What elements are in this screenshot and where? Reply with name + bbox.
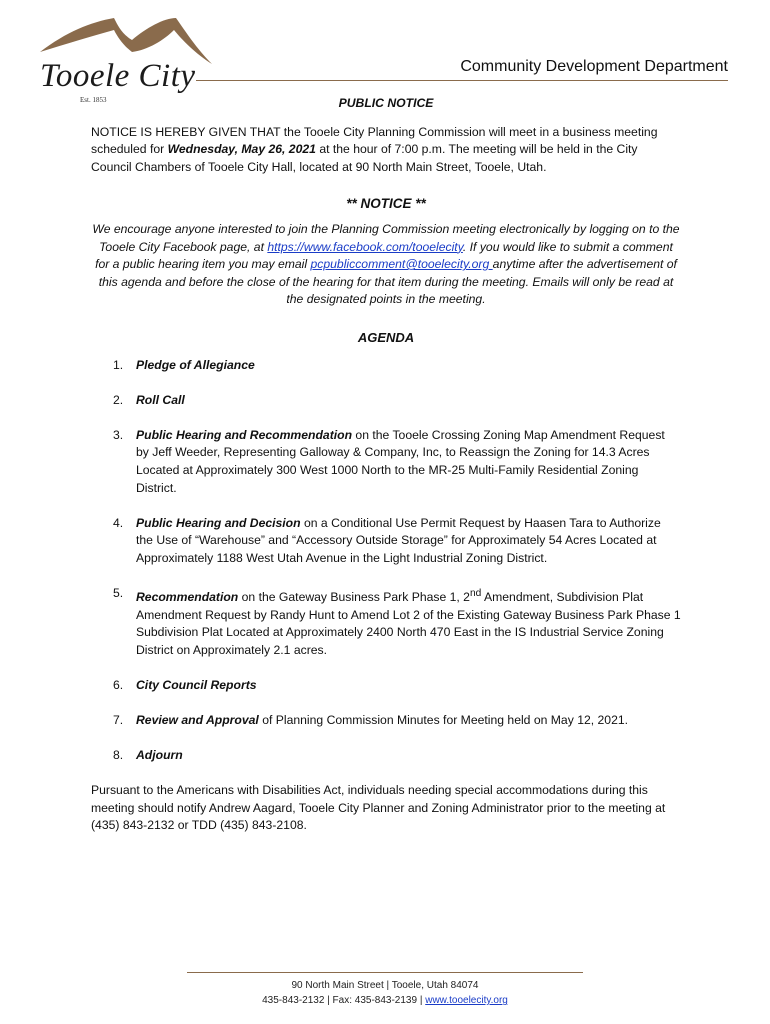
agenda-item-heading: Review and Approval bbox=[136, 712, 259, 727]
footer-address: 90 North Main Street | Tooele, Utah 84074 bbox=[291, 980, 479, 991]
header-divider bbox=[196, 80, 728, 81]
agenda-item-heading: Recommendation bbox=[136, 589, 239, 604]
agenda-list bbox=[91, 357, 681, 765]
ordinal-suffix: nd bbox=[469, 587, 482, 599]
agenda-item-number: 1. bbox=[113, 357, 124, 372]
agenda-item-number: 5. bbox=[113, 585, 124, 600]
intro-text-2: at the hour of 7:00 p.m. The meeting will be held in the City Council Chambers of Tooele City Hall, located at 90 North Main Street, Tooele, Utah. bbox=[91, 142, 638, 174]
agenda-item-number: 3. bbox=[113, 427, 124, 442]
agenda-item bbox=[91, 427, 681, 497]
notice-body bbox=[91, 95, 681, 835]
special-notice-text-2: . If you would like to submit a comment for a public hearing item you may email bbox=[95, 239, 673, 272]
agenda-title: AGENDA bbox=[357, 329, 415, 345]
special-notice-paragraph bbox=[91, 221, 681, 309]
public-notice-title: PUBLIC NOTICE bbox=[338, 96, 434, 110]
agenda-item-number: 2. bbox=[113, 392, 124, 407]
agenda-item-heading: Public Hearing and Recommendation bbox=[136, 427, 353, 442]
logo-established: Est. 1853 bbox=[80, 96, 107, 104]
website-link[interactable]: www.tooelecity.org bbox=[425, 995, 508, 1006]
special-notice-text-1: We encourage anyone interested to join the Planning Commission meeting electronically by logging on to the Tooele City Facebook page, at bbox=[92, 221, 680, 254]
footer-phone-fax: 435-843-2132 | Fax: 435-843-2139 | bbox=[262, 995, 426, 1006]
agenda-item bbox=[91, 677, 681, 695]
agenda-item-heading: Public Hearing and Decision bbox=[136, 515, 301, 530]
agenda-item bbox=[91, 712, 681, 730]
special-notice-title: ** NOTICE ** bbox=[346, 196, 426, 212]
tooele-city-logo bbox=[36, 14, 236, 104]
agenda-item bbox=[91, 585, 681, 659]
agenda-item bbox=[91, 747, 681, 765]
agenda-item bbox=[91, 515, 681, 568]
agenda-item-number: 6. bbox=[113, 677, 124, 692]
agenda-item-heading: Adjourn bbox=[136, 748, 183, 762]
email-link[interactable]: pcpubliccomment@tooelecity.org bbox=[310, 257, 493, 272]
ada-paragraph: Pursuant to the Americans with Disabilities Act, individuals needing special accommodations during this meeting should notify Andrew Aagard, Tooele City Planner and Zoning Administrator prior to the meeting at (435) 843-2132 or TDD (435) 843-2108. bbox=[91, 783, 666, 833]
department-title: Community Development Department bbox=[460, 58, 728, 75]
agenda-item bbox=[91, 357, 681, 375]
agenda-item-heading: Roll Call bbox=[136, 392, 185, 407]
footer-contact bbox=[0, 993, 770, 1008]
agenda-item bbox=[91, 392, 681, 410]
agenda-item-heading: City Council Reports bbox=[136, 677, 257, 692]
agenda-item-text-cont: Amendment, Subdivision Plat Amendment Request by Randy Hunt to Amend Lot 2 of the Existing Gateway Business Park Phase 1 Subdivision Plat Located at Approximately 2400 North 470 East in the IS Industrial Service Zoning District on Approximately 2.1 acres. bbox=[136, 589, 681, 657]
intro-text-1: NOTICE IS HEREBY GIVEN THAT the Tooele City Planning Commission will meet in a business meeting scheduled for bbox=[91, 124, 658, 157]
agenda-item-text: on the Gateway Business Park Phase 1, 2 bbox=[238, 589, 470, 604]
agenda-item-text: on the Tooele Crossing Zoning Map Amendment Request by Jeff Weeder, Representing Galloway & Company, Inc, to Reassign the Zoning for 14.3 Acres Located at Approximately 300 West 1000 North to the MR-25 Multi-Family Residential Zoning District. bbox=[136, 427, 665, 495]
facebook-link[interactable]: https://www.facebook.com/tooelecity bbox=[267, 239, 463, 254]
agenda-item-text: on a Conditional Use Permit Request by Haasen Tara to Authorize the Use of “Warehouse” and “Accessory Outside Storage” for Approximately 54 Acres Located at Approximately 1188 West Utah Avenue in the Light Industrial Zoning District. bbox=[136, 515, 661, 565]
agenda-item-number: 8. bbox=[113, 748, 124, 762]
agenda-item-number: 4. bbox=[113, 515, 124, 530]
agenda-item-number: 7. bbox=[113, 712, 124, 727]
special-notice-text-3: anytime after the advertisement of this agenda and before the close of the hearing for that item during the meeting. Emails will only be read at the designated points in the meeting. bbox=[98, 257, 677, 307]
footer-divider bbox=[187, 972, 583, 973]
agenda-item-heading: Pledge of Allegiance bbox=[136, 357, 255, 372]
agenda-item-text: of Planning Commission Minutes for Meeting held on May 12, 2021. bbox=[258, 712, 629, 727]
meeting-date: Wednesday, May 26, 2021 bbox=[167, 142, 316, 157]
logo-text: Tooele City bbox=[40, 58, 196, 94]
footer bbox=[0, 978, 770, 1008]
intro-paragraph bbox=[91, 124, 681, 177]
